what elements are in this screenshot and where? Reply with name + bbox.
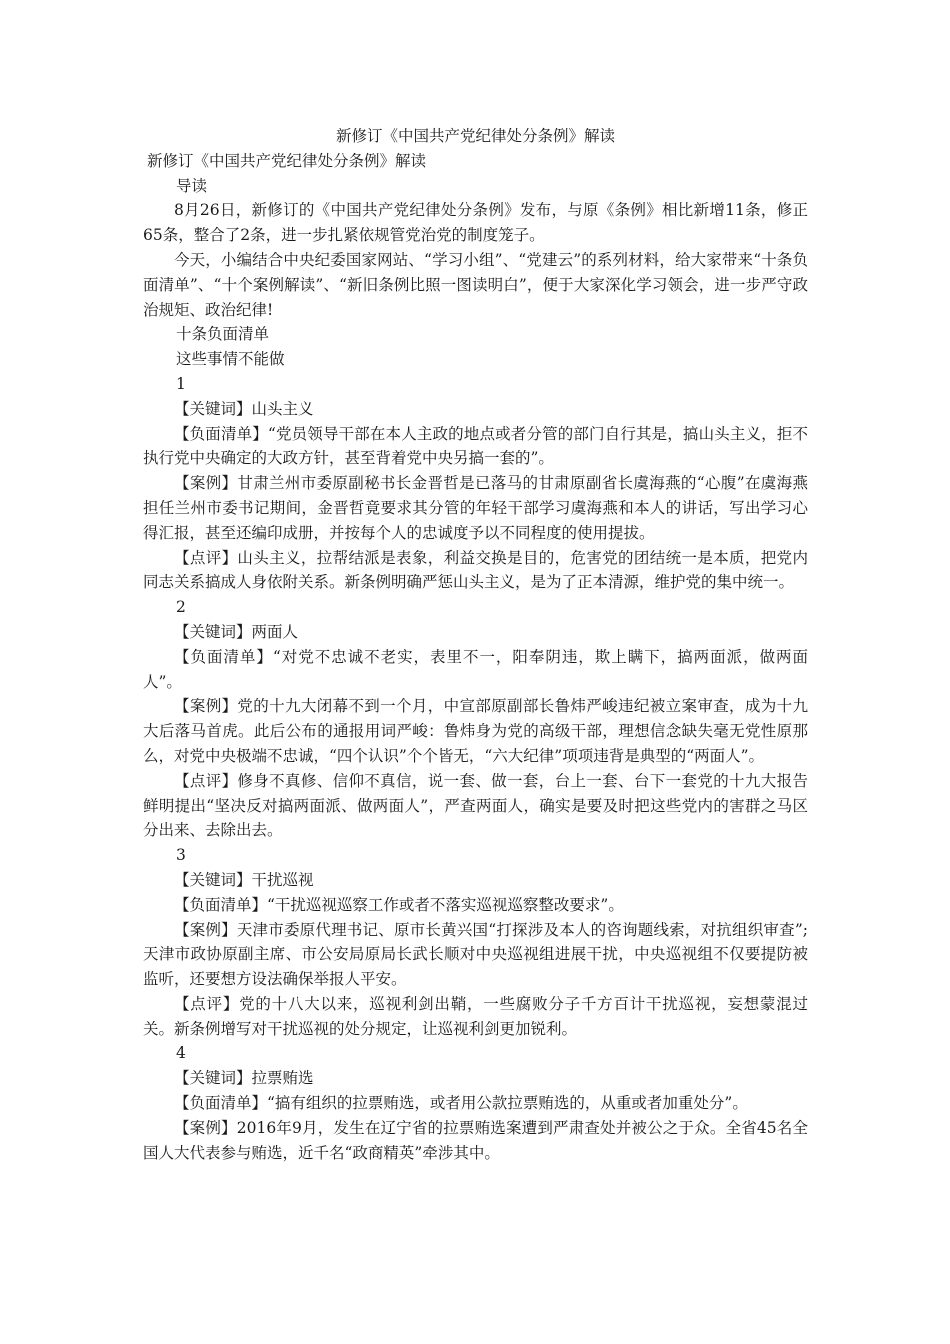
intro-paragraph: 8月26日，新修订的《中国共产党纪律处分条例》发布，与原《条例》相比新增11条，修正65条，整合了2条，进一步扎紧依规管党治党的制度笼子。	[143, 201, 808, 245]
item-negative-list: 【负面清单】“干扰巡视巡察工作或者不落实巡视巡察整改要求”。	[174, 895, 624, 914]
intro-paragraph: 今天，小编结合中央纪委国家网站、“学习小组”、“党建云”的系列材料，给大家带来“十条负面清单”、“十个案例解读”、“新旧条例比照一图读明白”，便于大家深化学习领会，进一步严守政治规矩、政治纪律!	[143, 250, 808, 319]
item-number: 3	[176, 846, 186, 865]
list-subheading: 这些事情不能做	[176, 350, 285, 369]
item-keyword: 【关键词】两面人	[174, 622, 299, 641]
item-keyword: 【关键词】山头主义	[174, 399, 314, 418]
list-heading: 十条负面清单	[176, 325, 270, 344]
item-number: 1	[176, 374, 186, 393]
item-keyword: 【关键词】拉票贿选	[174, 1069, 314, 1088]
item-keyword: 【关键词】干扰巡视	[174, 870, 314, 889]
document-title: 新修订《中国共产党纪律处分条例》解读	[335, 127, 615, 145]
item-negative-list: 【负面清单】“搞有组织的拉票贿选，或者用公款拉票贿选的，从重或者加重处分”。	[174, 1094, 748, 1113]
item-comment: 【点评】党的十八大以来，巡视利剑出鞘，一些腐败分子千方百计干扰巡视，妄想蒙混过关。新条例增写对干扰巡视的处分规定，让巡视利剑更加锐利。	[143, 994, 808, 1038]
item-case: 【案例】2016年9月，发生在辽宁省的拉票贿选案遭到严肃查处并被公之于众。全省45名全国人大代表参与贿选，近千名“政商精英”牵涉其中。	[143, 1118, 808, 1162]
document-page	[143, 124, 808, 1165]
item-comment: 【点评】修身不真修、信仰不真信，说一套、做一套，台上一套、台下一套党的十九大报告鲜明提出“坚决反对搞两面派、做两面人”，严查两面人，确实是要及时把这些党内的害群之马区分出来、去除出去。	[143, 771, 808, 840]
item-case: 【案例】天津市委原代理书记、原市长黄兴国“打探涉及本人的咨询题线索，对抗组织审查”;天津市政协原副主席、市公安局原局长武长顺对中央巡视组进展干扰，中央巡视组不仅要提防被监听，还要想方设法确保举报人平安。	[143, 920, 808, 989]
item-negative-list: 【负面清单】“对党不忠诚不老实，表里不一，阳奉阴违，欺上瞒下，搞两面派，做两面人”。	[143, 647, 808, 691]
item-negative-list: 【负面清单】“党员领导干部在本人主政的地点或者分管的部门自行其是，搞山头主义，拒不执行党中央确定的大政方针，甚至背着党中央另搞一套的”。	[143, 424, 808, 468]
item-case: 【案例】甘肃兰州市委原副秘书长金晋哲是已落马的甘肃原副省长虞海燕的“心腹”在虞海燕担任兰州市委书记期间，金晋哲竟要求其分管的年轻干部学习虞海燕和本人的讲话，写出学习心得汇报，甚至还编印成册，并按每个人的忠诚度予以不同程度的使用提拔。	[143, 474, 808, 542]
item-number: 2	[176, 598, 186, 617]
intro-label: 导读	[176, 176, 208, 195]
item-case: 【案例】党的十九大闭幕不到一个月，中宣部原副部长鲁炜严峻违纪被立案审查，成为十九大后落马首虎。此后公布的通报用词严峻：鲁炜身为党的高级干部，理想信念缺失毫无党性原那么，对党中央极端不忠诚，“四个认识”个个皆无，“六大纪律”项项违背是典型的“两面人”。	[143, 697, 808, 765]
document-subtitle: 新修订《中国共产党纪律处分条例》解读	[147, 151, 427, 170]
item-comment: 【点评】山头主义，拉帮结派是表象，利益交换是目的，危害党的团结统一是本质，把党内同志关系搞成人身依附关系。新条例明确严惩山头主义，是为了正本清源，维护党的集中统一。	[143, 548, 808, 592]
item-number: 4	[176, 1044, 186, 1063]
